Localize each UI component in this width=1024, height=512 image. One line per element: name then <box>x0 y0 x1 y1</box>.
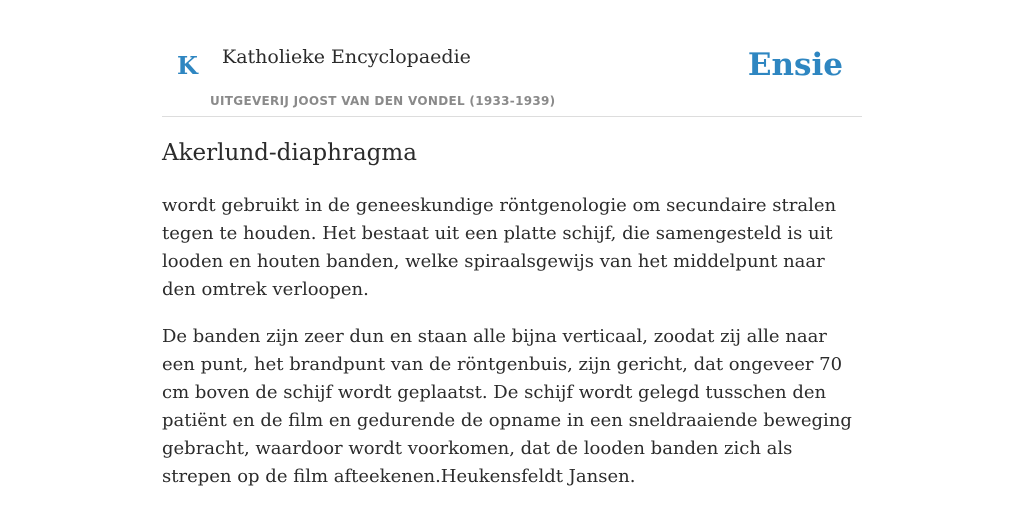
page-container <box>162 0 862 487</box>
article-paragraph: wordt gebruikt in de geneeskundige röntgenologie om secundaire stralen tegen te houden. Het bestaat uit een platte schijf, die samengesteld is uit looden en houten banden, welke spiraalsgewijs van het middelpunt naar den omtrek verloopen. <box>162 195 837 300</box>
article-paragraph: De banden zijn zeer dun en staan alle bijna verticaal, zoodat zij alle naar een punt, het brandpunt van de röntgenbuis, zijn gericht, dat ongeveer 70 cm boven de schijf wordt geplaatst. De schijf wordt gelegd tusschen den patiënt en de film en gedurende de opname in een sneldraaiende beweging gebracht, waardoor wordt voorkomen, dat de looden banden zich als strepen op de film afteekenen.Heukensfeldt Jansen. <box>162 326 852 487</box>
header <box>162 0 862 117</box>
article-title: Akerlund-diaphragma <box>162 140 417 166</box>
site-title[interactable]: Katholieke Encyclopaedie <box>222 46 471 68</box>
brand-logo[interactable]: Ensie <box>747 47 843 83</box>
publisher-subtitle: UITGEVERIJ JOOST VAN DEN VONDEL (1933-1939) <box>210 94 556 108</box>
article-body <box>162 192 862 510</box>
site-logo[interactable]: K <box>177 51 198 80</box>
